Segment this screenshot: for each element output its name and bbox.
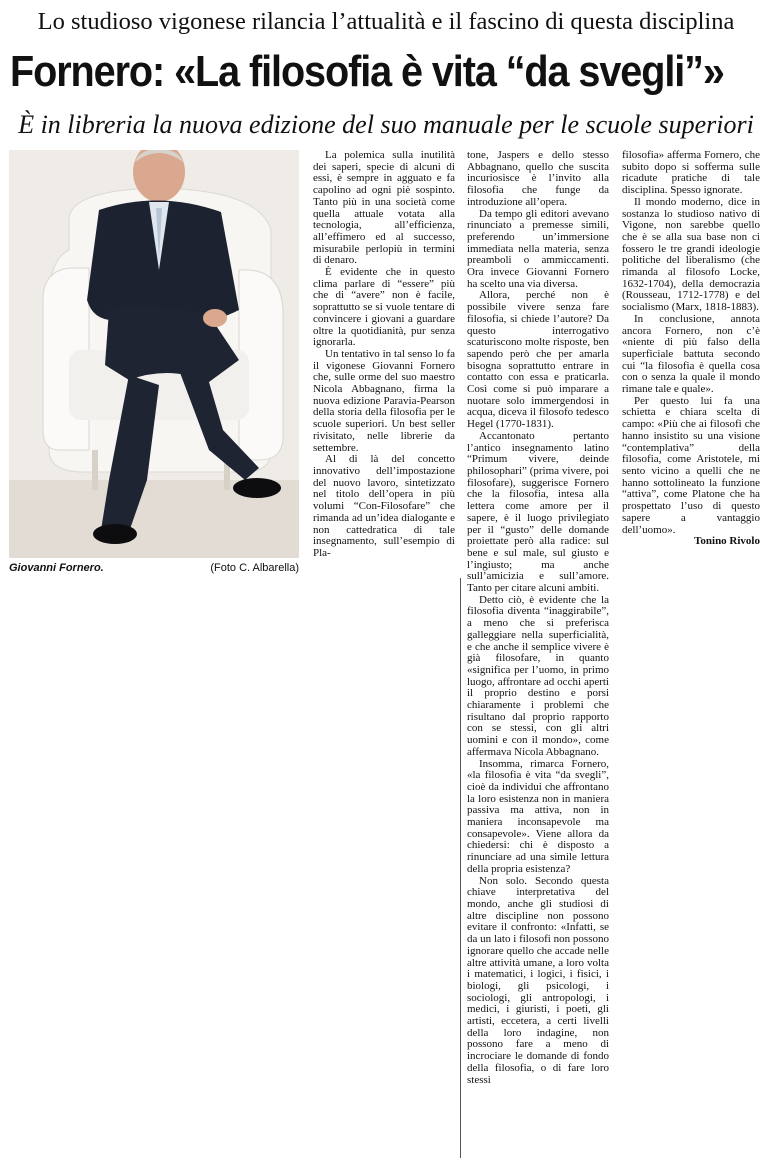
subhead: È in libreria la nuova edizione del suo manuale per le scuole superiori <box>18 110 754 139</box>
headline: Fornero: «La filosofia è vita “da svegli”» <box>10 47 724 96</box>
paragraph: Per questo lui fa una schietta e chiara scelta di campo: «Più che ai filosofi che hanno insistito su una visione “contemplativa” della filosofia, come Aristotele, mi sento vicino a quelli che ne hanno sottolineato la funzione “attiva”, come Platone che ha prospettato l’uso di questo sapere a vantaggio dell’uomo». <box>622 394 760 536</box>
paragraph: Allora, perché non è possibile vivere senza fare filosofia, si chiede l’autore? Da questo interrogativo scaturiscono molte risposte, ben sapendo però che per amarla bisogna soprattutto entrare in contatto con essa e praticarla. Così come si può imparare a nuotare solo immergendosi in acqua, diceva il filosofo tedesco Hegel (1770-1831). <box>467 289 609 431</box>
paragraph: È evidente che in questo clima parlare di “essere” più che di “avere” non è facile, soprattutto se si vuole tentare di convincere i giovani a guardare oltre la quotidianità, pur senza ignorarla. <box>313 266 455 349</box>
paragraph: filosofia» afferma Fornero, che subito dopo si sofferma sulle ricadute pratiche di tale disciplina. Spesso ignorate. <box>622 149 760 197</box>
photo-caption-credit: (Foto C. Albarella) <box>210 562 299 574</box>
article-column-3 <box>622 150 760 548</box>
article-column-2 <box>467 150 609 1086</box>
photo-caption-name: Giovanni Fornero. <box>9 562 104 574</box>
paragraph: Accantonato pertanto l’antico insegnamento latino “Primum vivere, deinde philosophari” (prima vivere, poi filosofare), suggerisce Fornero che la filosofia, intesa alla lettera come amore per il sapere, è il luogo privilegiato per il “gusto” delle domande proiettate però alla radice: sul bene e sul male, sul giusto e l’ingiusto; ma anche sull’amicizia e sull’amore. Tanto per citare alcuni ambiti. <box>467 429 609 595</box>
paragraph: La polemica sulla inutilità dei saperi, specie di alcuni di essi, è sempre in agguato e fa capolino ad ogni piè sospinto. Tanto più in una società come quella attuale votata alla tecnologia, all’efficienza, all’effimero ed al successo, misurabile perlopiù in termini di denaro. <box>313 149 455 267</box>
portrait-photo <box>9 150 299 558</box>
paragraph: Detto ciò, è evidente che la filosofia diventa “inaggirabile”, a meno che si preferisca galleggiare nella superficialità, e che anche il semplice vivere è già filosofare, in quanto «significa per l’uomo, in primo luogo, affrontare ad occhi aperti il proprio destino e porsi chiaramente i problemi che risultano dal proprio rapporto con se stessi, con gli altri uomini e con il mondo», come affermava Nicola Abbagnano. <box>467 593 609 758</box>
column-divider <box>460 578 461 1158</box>
paragraph: Insomma, rimarca Fornero, «la filosofia è vita “da svegli”, cioè da individui che affrontano la loro esistenza non in maniera passiva ma attiva, non in maniera inconsapevole ma consapevole». Viene allora da chiedersi: chi è disposto a rinunciare ad una simile lettura della propria esistenza? <box>467 757 609 875</box>
paragraph: In conclusione, annota ancora Fornero, non c’è «niente di più falso della superficiale battuta secondo cui “la filosofia è quella cosa con o senza la quale il mondo rimane tale e quale». <box>622 312 760 396</box>
paragraph: Non solo. Secondo questa chiave interpretativa del mondo, anche gli studiosi di altre discipline non possono evitare il confronto: «Infatti, se da un lato i filosofi non possono ignorare quello che accade nelle altre attività umane, a loro volta i matematici, i logici, i fisici, i biologi, gli psicologi, i sociologi, gli antropologi, i medici, i giuristi, i poeti, gli artisti, eccetera, a certi livelli della loro indagine, non possono fare a meno di incrociare le domande di fondo della filosofia, o di fare loro stessi <box>467 874 609 1086</box>
paragraph: tone, Jaspers e dello stesso Abbagnano, quello che suscita incuriosisce è l’invito alla filosofia che funge da introduzione all’opera. <box>467 149 609 208</box>
paragraph: Da tempo gli editori avevano rinunciato a premesse simili, preferendo un’immersione immediata nella materia, senza preamboli o ammiccamenti. Ora invece Giovanni Fornero ha scelto una via diversa. <box>467 207 609 290</box>
paragraph: Al di là del concetto innovativo dell’impostazione del nuovo lavoro, sintetizzato nel titolo dell’opera in più volumi “Con-Filosofare” che rimanda ad un’idea dialogante e non cattedratica di tale insegnamento, sull’esempio di Pla- <box>313 453 455 559</box>
paragraph: Un tentativo in tal senso lo fa il vigonese Giovanni Fornero che, sulle orme del suo maestro Nicola Abbagnano, firma la nuova edizione Paravia-Pearson della storia della filosofia per le scuole superiori. Un best seller rivisitato, nelle librerie da settembre. <box>313 347 455 454</box>
article-column-1 <box>313 150 455 560</box>
kicker: Lo studioso vigonese rilancia l’attualità e il fascino di questa disciplina <box>37 8 735 35</box>
portrait-illustration <box>9 150 299 558</box>
author-signature: Tonino Rivolo <box>694 535 760 548</box>
paragraph: Il mondo moderno, dice in sostanza lo studioso nativo di Vigone, non sarebbe quello che è se alla sua base non ci fossero le tre grandi ideologie politiche del liberalismo (che rimanda al filosofo Locke, 1632-1704), della democrazia (Rousseau, 1712-1778) e del socialismo (Marx, 1818-1883). <box>622 195 760 314</box>
